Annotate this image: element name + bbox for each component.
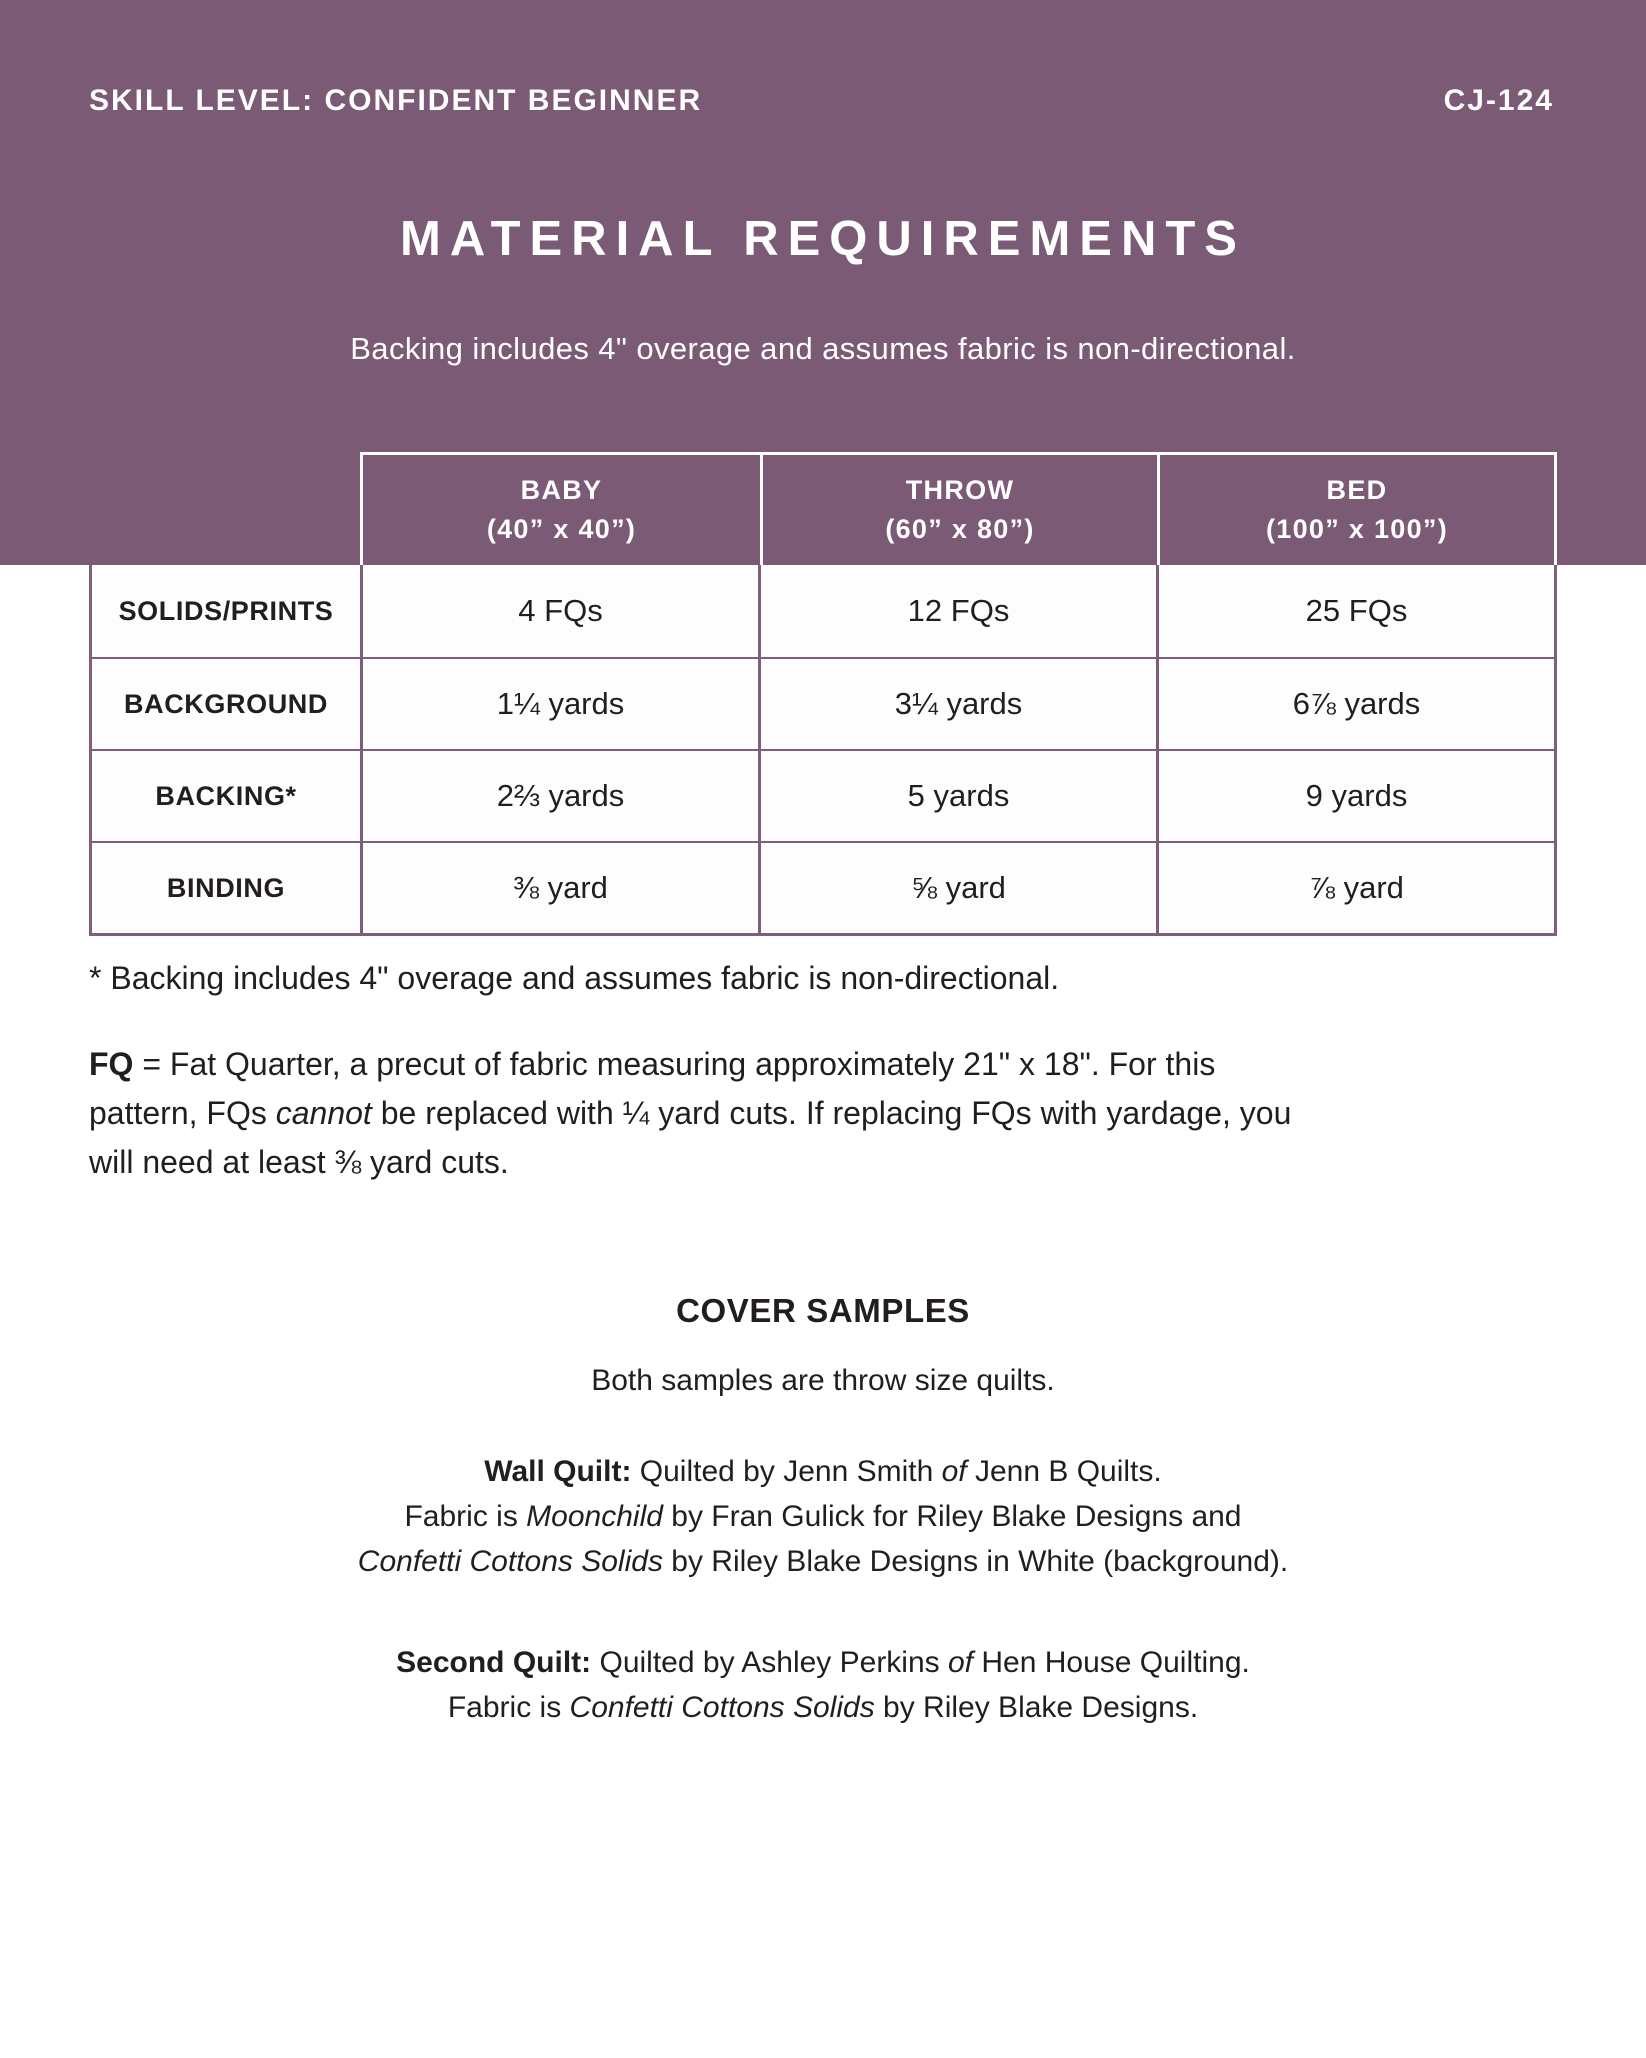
purple-banner bbox=[0, 0, 1646, 565]
cell-backing-throw: 5 yards bbox=[758, 749, 1156, 841]
row-label-background: BACKGROUND bbox=[92, 657, 360, 749]
column-size: (100” x 100”) bbox=[1266, 513, 1448, 544]
skill-level-label: SKILL LEVEL: CONFIDENT BEGINNER bbox=[89, 84, 703, 117]
column-size: (40” x 40”) bbox=[486, 513, 637, 544]
cell-background-bed: 6⅞ yards bbox=[1156, 657, 1554, 749]
column-label: BED bbox=[1326, 475, 1388, 506]
cell-binding-throw: ⅝ yard bbox=[758, 841, 1156, 933]
banner-topbar bbox=[89, 86, 1554, 116]
backing-footnote: * Backing includes 4" overage and assumes fabric is non-directional. bbox=[89, 960, 1060, 996]
pattern-code: CJ-124 bbox=[1443, 84, 1554, 117]
column-size: (60” x 80”) bbox=[885, 513, 1035, 544]
wall-quilt-line: Fabric is Moonchild by Fran Gulick for Riley Blake Designs and bbox=[404, 1500, 1242, 1534]
cover-samples-intro: Both samples are throw size quilts. bbox=[591, 1364, 1055, 1398]
cell-backing-bed: 9 yards bbox=[1156, 749, 1554, 841]
row-label-binding: BINDING bbox=[92, 841, 360, 933]
cell-backing-baby: 2⅔ yards bbox=[360, 749, 758, 841]
materials-table-header-row bbox=[360, 452, 1557, 565]
banner-subtitle: Backing includes 4" overage and assumes fabric is non-directional. bbox=[350, 331, 1296, 366]
cell-binding-bed: ⅞ yard bbox=[1156, 841, 1554, 933]
fq-note-line: pattern, FQs cannot be replaced with ¼ yard cuts. If replacing FQs with yardage, you bbox=[89, 1095, 1292, 1131]
second-quilt-line: Fabric is Confetti Cottons Solids by Riley Blake Designs. bbox=[447, 1691, 1199, 1725]
cell-background-throw: 3¼ yards bbox=[758, 657, 1156, 749]
column-label: BABY bbox=[520, 475, 603, 506]
fq-definition-note bbox=[89, 1040, 1569, 1187]
cell-solids-bed: 25 FQs bbox=[1156, 565, 1554, 657]
cell-binding-baby: ⅜ yard bbox=[360, 841, 758, 933]
cell-solids-baby: 4 FQs bbox=[360, 565, 758, 657]
column-header-baby bbox=[363, 455, 760, 565]
row-label-solids-prints: SOLIDS/PRINTS bbox=[118, 595, 334, 626]
column-header-bed bbox=[1157, 455, 1554, 565]
second-quilt-line: Second Quilt: Quilted by Ashley Perkins of Hen House Quilting. bbox=[396, 1646, 1250, 1680]
row-label-backing: BACKING* bbox=[92, 749, 360, 841]
second-quilt-credit bbox=[0, 1640, 1646, 1730]
fq-note-line: will need at least ⅜ yard cuts. bbox=[89, 1144, 509, 1180]
cell-background-baby: 1¼ yards bbox=[360, 657, 758, 749]
wall-quilt-credit bbox=[0, 1449, 1646, 1584]
wall-quilt-line: Confetti Cottons Solids by Riley Blake Designs in White (background). bbox=[357, 1545, 1289, 1579]
column-header-throw bbox=[760, 455, 1157, 565]
wall-quilt-line: Wall Quilt: Quilted by Jenn Smith of Jenn B Quilts. bbox=[484, 1455, 1162, 1489]
page-title: MATERIAL REQUIREMENTS bbox=[400, 212, 1246, 266]
cover-samples-title: COVER SAMPLES bbox=[676, 1292, 970, 1329]
column-label: THROW bbox=[905, 475, 1015, 506]
fq-note-line: FQ = Fat Quarter, a precut of fabric measuring approximately 21" x 18". For this bbox=[89, 1046, 1216, 1082]
cell-solids-throw: 12 FQs bbox=[758, 565, 1156, 657]
materials-table bbox=[89, 565, 1557, 936]
cover-samples-section bbox=[0, 1293, 1646, 1730]
